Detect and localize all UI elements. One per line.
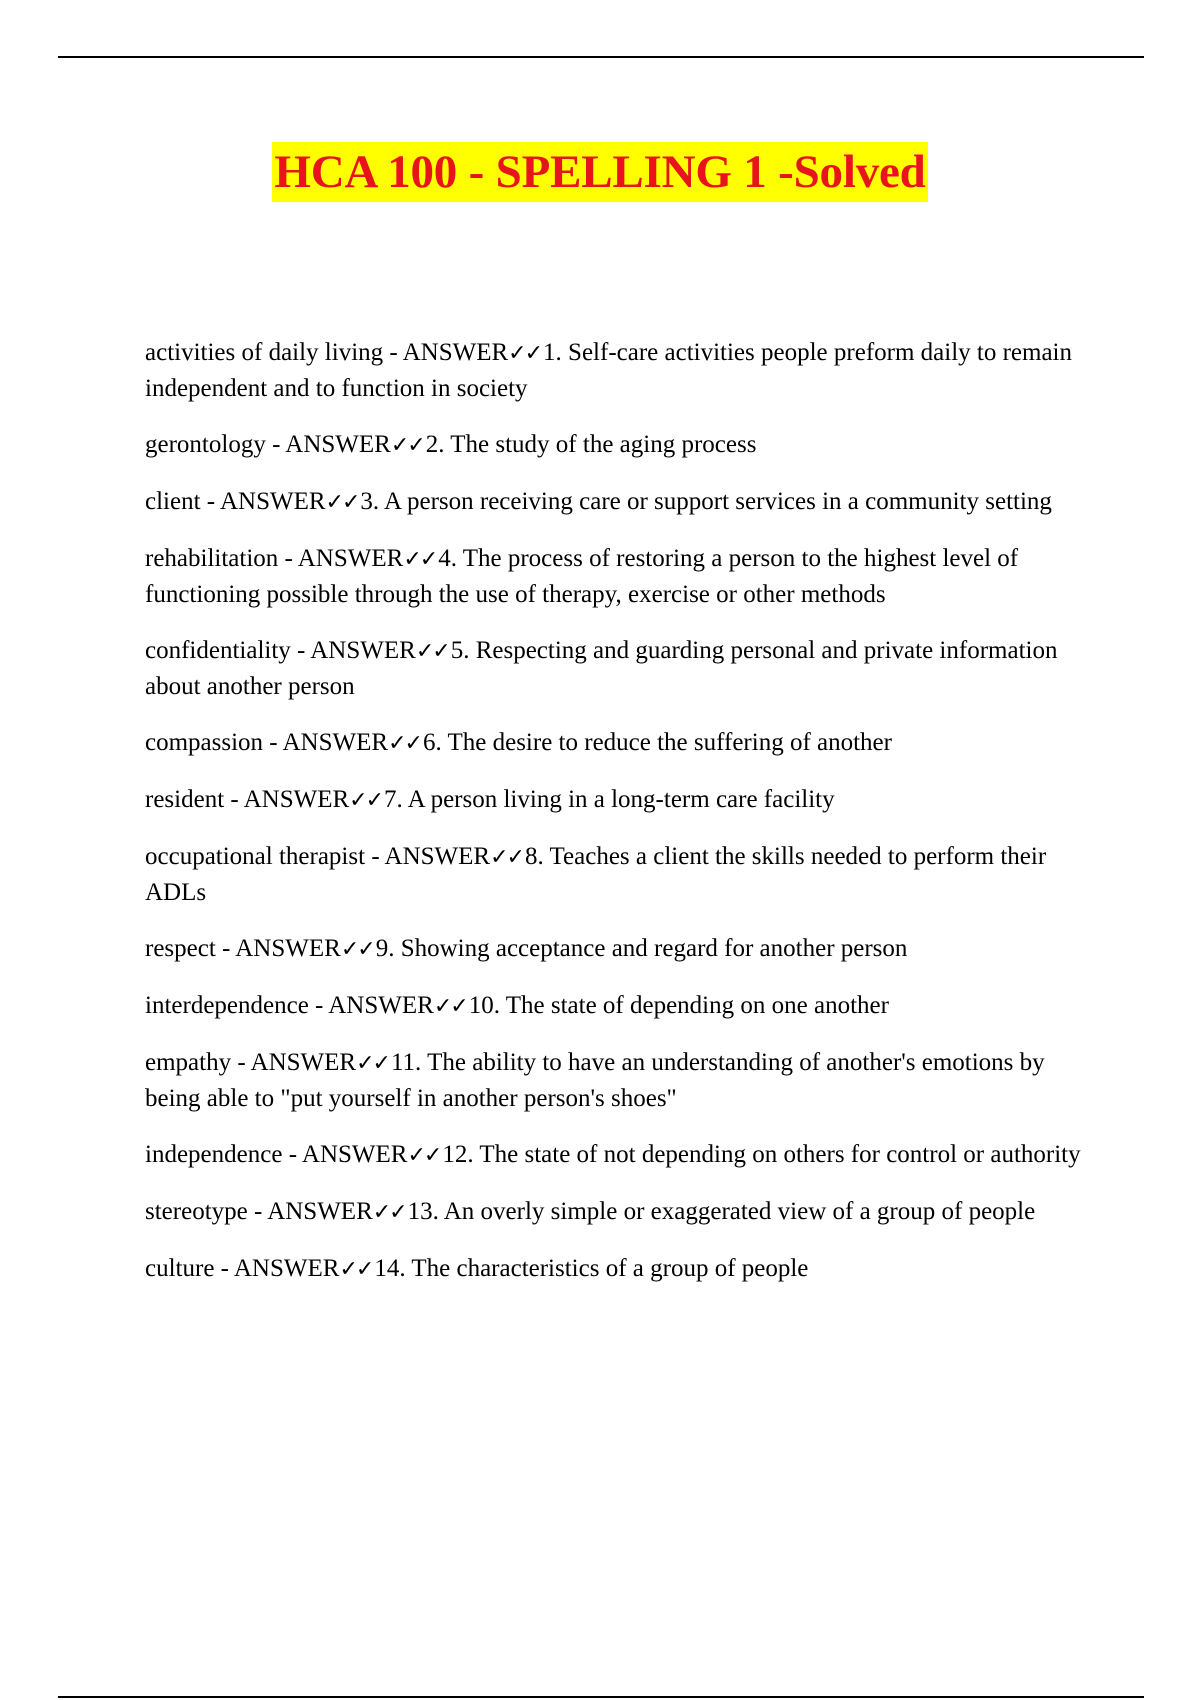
answer-label: ANSWER (285, 431, 391, 458)
answer-label: ANSWER (235, 935, 341, 962)
separator: - (265, 431, 286, 458)
qa-item (145, 988, 1105, 1024)
separator: - (215, 935, 236, 962)
answer-text: 7. A person living in a long-term care facility (384, 786, 835, 813)
title-area (0, 142, 1200, 202)
qa-item (145, 484, 1105, 520)
separator: - (200, 488, 220, 515)
answer-label: ANSWER (310, 637, 416, 664)
qa-list (145, 335, 1105, 1308)
answer-text: 1. Self-care activities people preform daily to remain independent and to function in society (145, 339, 1073, 402)
check-marks-icon: ✓✓ (415, 639, 449, 664)
check-marks-icon: ✓✓ (325, 490, 359, 515)
check-marks-icon: ✓✓ (388, 731, 421, 756)
term: compassion (145, 729, 264, 756)
qa-item (145, 1251, 1105, 1287)
check-marks-icon: ✓✓ (390, 433, 424, 458)
term: client (145, 488, 201, 515)
answer-text: 5. Respecting and guarding personal and private information about another person (145, 637, 1058, 700)
answer-text: 2. The study of the aging process (425, 431, 757, 458)
qa-item (145, 427, 1105, 463)
check-marks-icon: ✓✓ (339, 1257, 373, 1282)
answer-label: ANSWER (219, 488, 326, 515)
answer-label: ANSWER (301, 1141, 408, 1168)
check-marks-icon: ✓✓ (340, 937, 374, 962)
answer-label: ANSWER (297, 545, 404, 572)
term: stereotype (145, 1198, 248, 1225)
qa-item (145, 1137, 1105, 1173)
qa-item (145, 335, 1105, 406)
qa-item (145, 1194, 1105, 1230)
separator: - (383, 339, 403, 366)
term: activities of daily living (145, 339, 384, 366)
check-marks-icon: ✓✓ (508, 341, 542, 366)
term: empathy (145, 1049, 232, 1076)
answer-label: ANSWER (233, 1255, 340, 1282)
answer-text: 8. Teaches a client the skills needed to perform their ADLs (145, 843, 1047, 906)
answer-label: ANSWER (328, 992, 434, 1019)
qa-item (145, 839, 1105, 910)
answer-label: ANSWER (250, 1049, 357, 1076)
term: culture (145, 1255, 215, 1282)
answer-text: 10. The state of depending on one another (468, 992, 889, 1019)
separator: - (365, 843, 385, 870)
qa-item (145, 1045, 1105, 1116)
document-title: HCA 100 - SPELLING 1 -Solved (272, 142, 927, 202)
qa-item (145, 541, 1105, 612)
term: gerontology (145, 431, 266, 458)
check-marks-icon: ✓✓ (356, 1051, 389, 1076)
answer-label: ANSWER (384, 843, 491, 870)
answer-text: 11. The ability to have an understanding of another's emotions by being able to "put yourself in another person's shoes" (145, 1049, 1045, 1112)
answer-text: 13. An overly simple or exaggerated view of a group of people (407, 1198, 1036, 1225)
check-marks-icon: ✓✓ (372, 1200, 406, 1225)
separator: - (231, 1049, 251, 1076)
answer-text: 12. The state of not depending on others for control or authority (442, 1141, 1081, 1168)
check-marks-icon: ✓✓ (349, 788, 383, 813)
term: respect (145, 935, 216, 962)
qa-item (145, 725, 1105, 761)
separator: - (214, 1255, 234, 1282)
separator: - (308, 992, 329, 1019)
term: interdependence (145, 992, 309, 1019)
term: rehabilitation (145, 545, 279, 572)
answer-text: 9. Showing acceptance and regard for another person (375, 935, 908, 962)
answer-text: 4. The process of restoring a person to the highest level of functioning possible through the use of therapy, exercise or other methods (145, 545, 1019, 608)
check-marks-icon: ✓✓ (490, 845, 523, 870)
check-marks-icon: ✓✓ (407, 1143, 441, 1168)
answer-text: 3. A person receiving care or support services in a community setting (360, 488, 1052, 515)
check-marks-icon: ✓✓ (403, 547, 437, 572)
qa-item (145, 782, 1105, 818)
answer-label: ANSWER (267, 1198, 373, 1225)
separator: - (278, 545, 298, 572)
answer-label: ANSWER (282, 729, 389, 756)
answer-label: ANSWER (243, 786, 350, 813)
bottom-rule (58, 1696, 1144, 1698)
qa-item (145, 931, 1105, 967)
term: resident (145, 786, 225, 813)
separator: - (263, 729, 283, 756)
term: confidentiality (145, 637, 291, 664)
separator: - (224, 786, 244, 813)
term: occupational therapist (145, 843, 366, 870)
qa-item (145, 633, 1105, 704)
answer-text: 6. The desire to reduce the suffering of another (422, 729, 892, 756)
separator: - (247, 1198, 268, 1225)
check-marks-icon: ✓✓ (433, 994, 467, 1019)
answer-text: 14. The characteristics of a group of people (374, 1255, 809, 1282)
answer-label: ANSWER (402, 339, 509, 366)
separator: - (290, 637, 311, 664)
term: independence (145, 1141, 283, 1168)
top-rule (58, 56, 1144, 58)
separator: - (282, 1141, 302, 1168)
